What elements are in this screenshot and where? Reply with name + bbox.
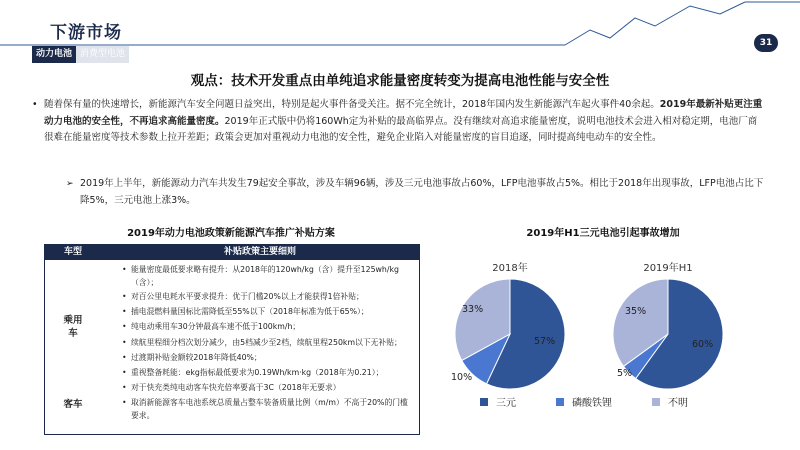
legend-swatch-ternary [480,398,488,406]
list-item: • 对于快充类纯电动客车快充倍率要高于3C（2018年无要求） [131,381,413,396]
tab-consumer-battery[interactable]: 消费型电池 [76,46,129,63]
bullet1-text-b: 2019年正式版中仍将160Wh定为补贴的最高临界点。没有继续对高追求能量密度，说明电池技术会进入相对稳定期，电池厂商很难在能量密度等技术参数上拉开差距；政策会更加对重视动力电池的安全性，避免企业陷入对能量密度的盲目追逐，同时提高纯电动车的安全性。 [44,115,758,143]
pie-2018-title: 2018年 [492,263,528,274]
pie-2018-label-ternary: 57% [534,336,556,347]
header-policy-details: 补贴政策主要细则 [223,247,296,257]
legend-item-ternary [480,394,516,409]
headline: 观点：技术开发重点由单纯追求能量密度转变为提高电池性能与安全性 [190,73,610,89]
page-section-title: 下游市场 [50,23,122,43]
category-passenger-car-label: 乘用车 [63,315,83,339]
pie-2019h1-label-unknown: 35% [625,306,647,317]
table-header [45,245,419,260]
list-item: • 重视整备耗能：ekg指标最低要求为0.19Wh/km·kg（2018年为0.21）； [131,366,413,381]
pie-2019h1-label-ternary: 60% [692,339,714,350]
legend-label-lfp: 磷酸铁锂 [572,398,612,409]
page-number-badge: 31 [754,34,778,52]
bullet1-text-bold: 2019年最新补贴更注重动力电池的安全性，不再追求高能量密度。 [44,99,763,127]
list-item: • 续航里程细分档次划分减少，由5档减少至2档，续航里程250km以下无补贴； [131,336,413,351]
tab-bar [32,46,129,63]
category-bus: 客车 [63,399,83,410]
pie-2018-label-lfp: 10% [451,372,473,383]
bullet-paragraph-2 [66,176,770,209]
legend-swatch-unknown [652,398,660,406]
subsidy-table-title: 2019年动力电池政策新能源汽车推广补贴方案 [127,228,335,239]
pie-2018-label-unknown: 33% [462,304,484,315]
bullet-paragraph-1 [32,97,764,147]
header-vehicle-type: 车型 [63,247,82,257]
table-body [45,260,419,434]
policy-items-list [101,260,419,434]
arrow-bullet-icon: ➢ [66,179,74,189]
pie-section-title: 2019年H1三元电池引起事故增加 [526,228,680,239]
legend-label-unknown: 不明 [668,398,688,409]
list-item: • 对百公里电耗水平要求提升：优于门槛20%以上才能获得1倍补贴； [131,290,413,305]
legend-item-lfp [556,394,612,409]
tab-power-battery[interactable]: 动力电池 [32,46,76,63]
bullet-dot-icon: • [32,99,38,110]
pie-legend [480,394,728,409]
subsidy-table [44,244,420,435]
list-item: • 过渡期补贴金额较2018年降低40%； [131,351,413,366]
pie-2019h1-title: 2019年H1 [643,263,693,274]
pie-2019h1-label-lfp: 5% [617,368,633,379]
bullet2-text: 2019年上半年，新能源动力汽车共发生79起安全事故，涉及车辆96辆，涉及三元电池事故占60%，LFP电池事故占5%。相比于2018年出现事故，LFP电池占比下降5%，三元电池上涨3%。 [80,178,764,206]
list-item: • 纯电动乘用车30分钟最高车速不低于100km/h； [131,320,413,335]
legend-label-ternary: 三元 [496,398,516,409]
legend-swatch-lfp [556,398,564,406]
category-passenger-car [45,314,101,340]
list-item: • 取消新能源客车电池系统总质量占整车装备质量比例（m/m）不高于20%的门槛要求。 [131,396,413,422]
legend-item-unknown [652,394,688,409]
list-item: • 能量密度最低要求略有提升：从2018年的120wh/kg（含）提升至125wh/kg（含）； [131,263,413,290]
bullet1-text-a: 随着保有量的快速增长，新能源汽车安全问题日益突出，特别是起火事件备受关注。据不完全统计，2018年国内发生新能源汽车起火事件40余起。 [44,99,660,110]
list-item: • 插电混燃料量国标比需降低至55%以下（2018年标准为低于65%）； [131,305,413,320]
